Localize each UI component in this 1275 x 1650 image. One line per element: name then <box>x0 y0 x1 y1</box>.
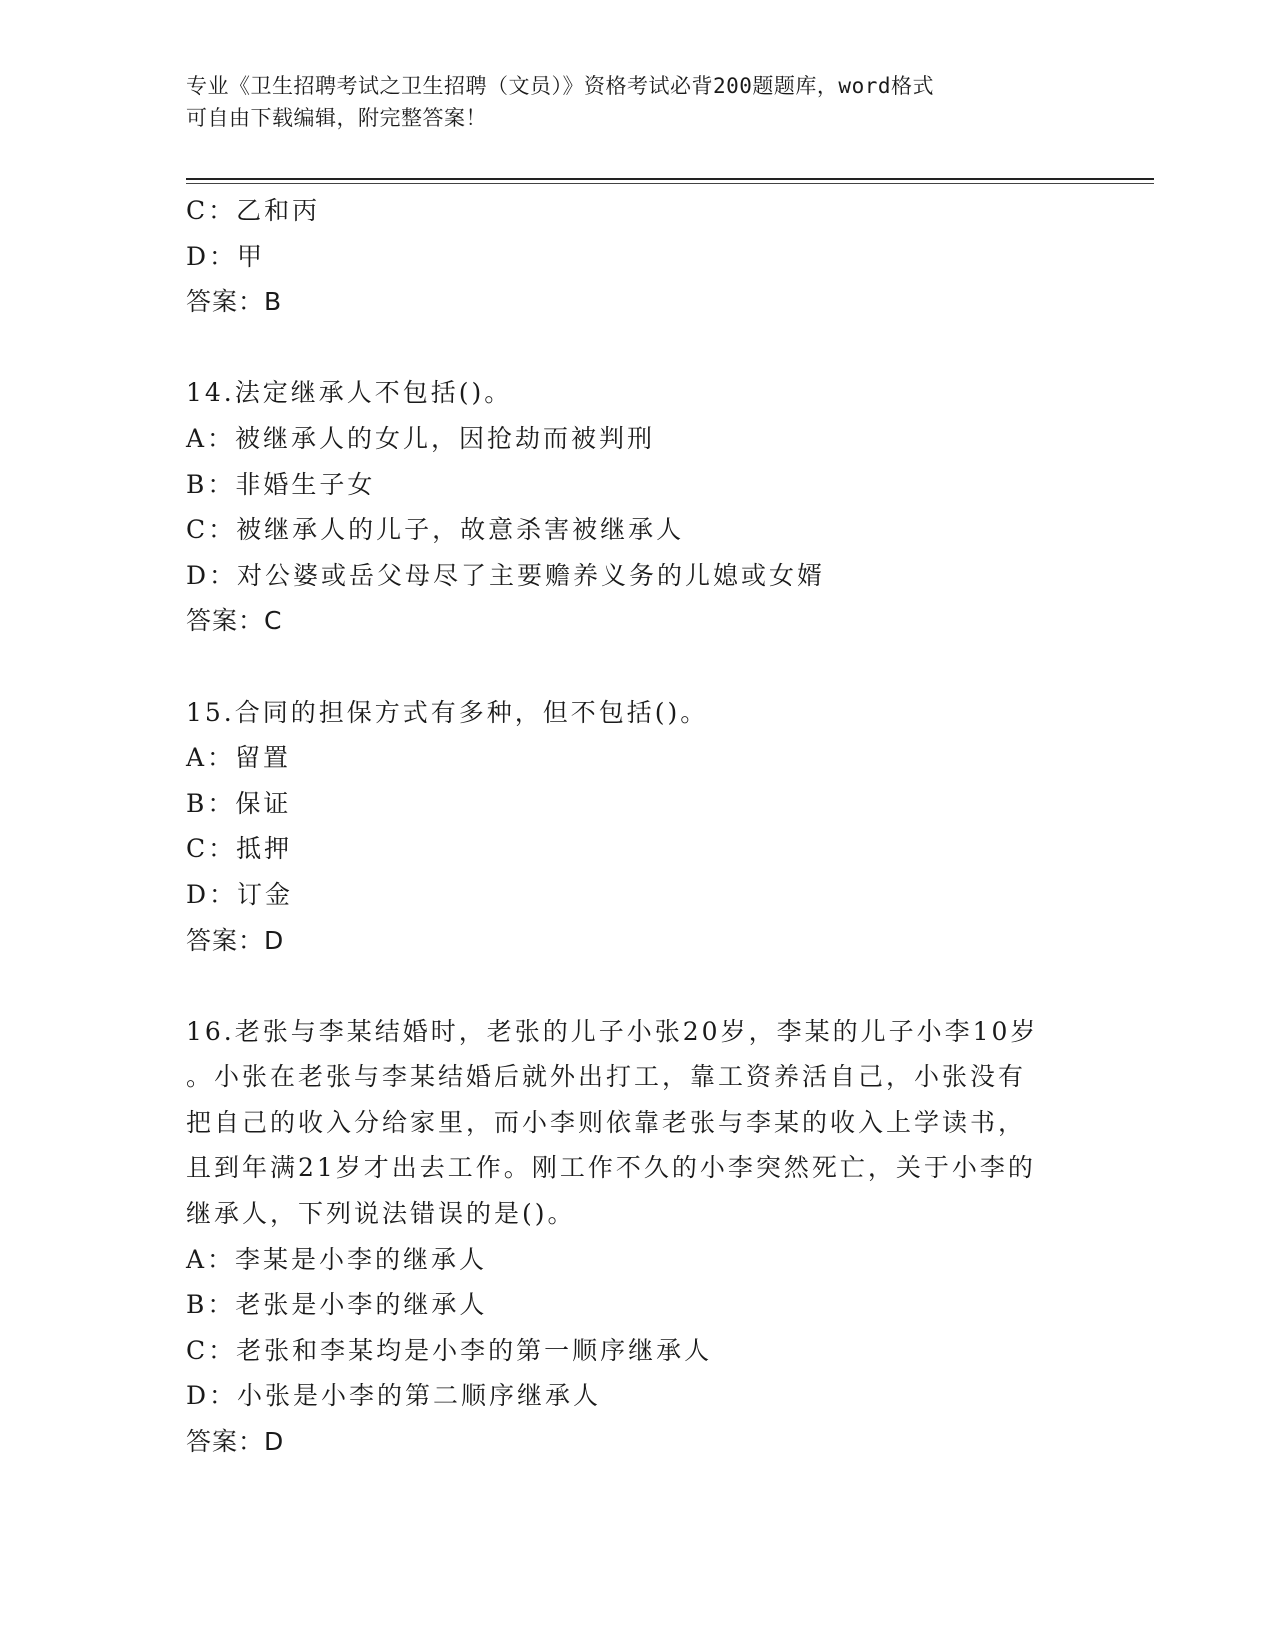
option-b: B：保证 <box>186 788 292 818</box>
option-b: B：老张是小李的继承人 <box>186 1290 488 1320</box>
option-c: C：被继承人的儿子，故意杀害被继承人 <box>186 515 685 545</box>
spacer <box>186 325 1086 371</box>
answer-line: 答案：C <box>186 606 283 636</box>
option-a: A：留置 <box>186 743 292 773</box>
option-d: D：对公婆或岳父母尽了主要赡养义务的儿媳或女婿 <box>186 560 826 590</box>
option-c: C：老张和李某均是小李的第一顺序继承人 <box>186 1335 713 1365</box>
option-c: C：抵押 <box>186 834 293 864</box>
option-c: C：乙和丙 <box>186 196 321 225</box>
spacer <box>186 644 1086 690</box>
option-d: D：甲 <box>186 241 266 271</box>
header-line-2: 可自由下载编辑，附完整答案！ <box>186 106 487 130</box>
option-d: D：小张是小李的第二顺序继承人 <box>186 1381 602 1411</box>
stem-line-5: 继承人，下列说法错误的是()。 <box>186 1199 576 1229</box>
stem-line-1: 16.老张与李某结婚时，老张的儿子小张20岁，李某的儿子小李10岁 <box>186 1016 1039 1046</box>
answer-line: 答案：B <box>186 287 283 317</box>
header-divider-thin <box>186 183 1154 184</box>
question-14 <box>186 370 1086 644</box>
question-15 <box>186 690 1086 964</box>
stem-line-4: 且到年满21岁才出去工作。刚工作不久的小李突然死亡，关于小李的 <box>186 1153 1036 1183</box>
option-d: D：订金 <box>186 879 294 909</box>
question-13-tail <box>186 188 1086 325</box>
question-stem <box>186 1009 1086 1237</box>
document-header <box>186 70 1086 134</box>
option-a: A：李某是小李的继承人 <box>186 1244 488 1274</box>
header-divider-thick <box>186 178 1154 180</box>
stem-line-2: 。小张在老张与李某结婚后就外出打工，靠工资养活自己，小张没有 <box>186 1062 1027 1092</box>
question-16 <box>186 1009 1086 1465</box>
spacer <box>186 963 1086 1009</box>
question-list <box>186 188 1086 1465</box>
header-line-1: 专业《卫生招聘考试之卫生招聘（文员）》资格考试必背200题题库，word格式 <box>186 74 934 98</box>
answer-line: 答案：D <box>186 1427 285 1457</box>
stem-line-3: 把自己的收入分给家里，而小李则依靠老张与李某的收入上学读书， <box>186 1107 1027 1137</box>
option-a: A：被继承人的女儿，因抢劫而被判刑 <box>186 423 656 453</box>
question-stem: 14.法定继承人不包括()。 <box>186 378 513 408</box>
option-b: B：非婚生子女 <box>186 469 376 499</box>
question-stem: 15.合同的担保方式有多种，但不包括()。 <box>186 697 709 727</box>
answer-line: 答案：D <box>186 925 285 955</box>
